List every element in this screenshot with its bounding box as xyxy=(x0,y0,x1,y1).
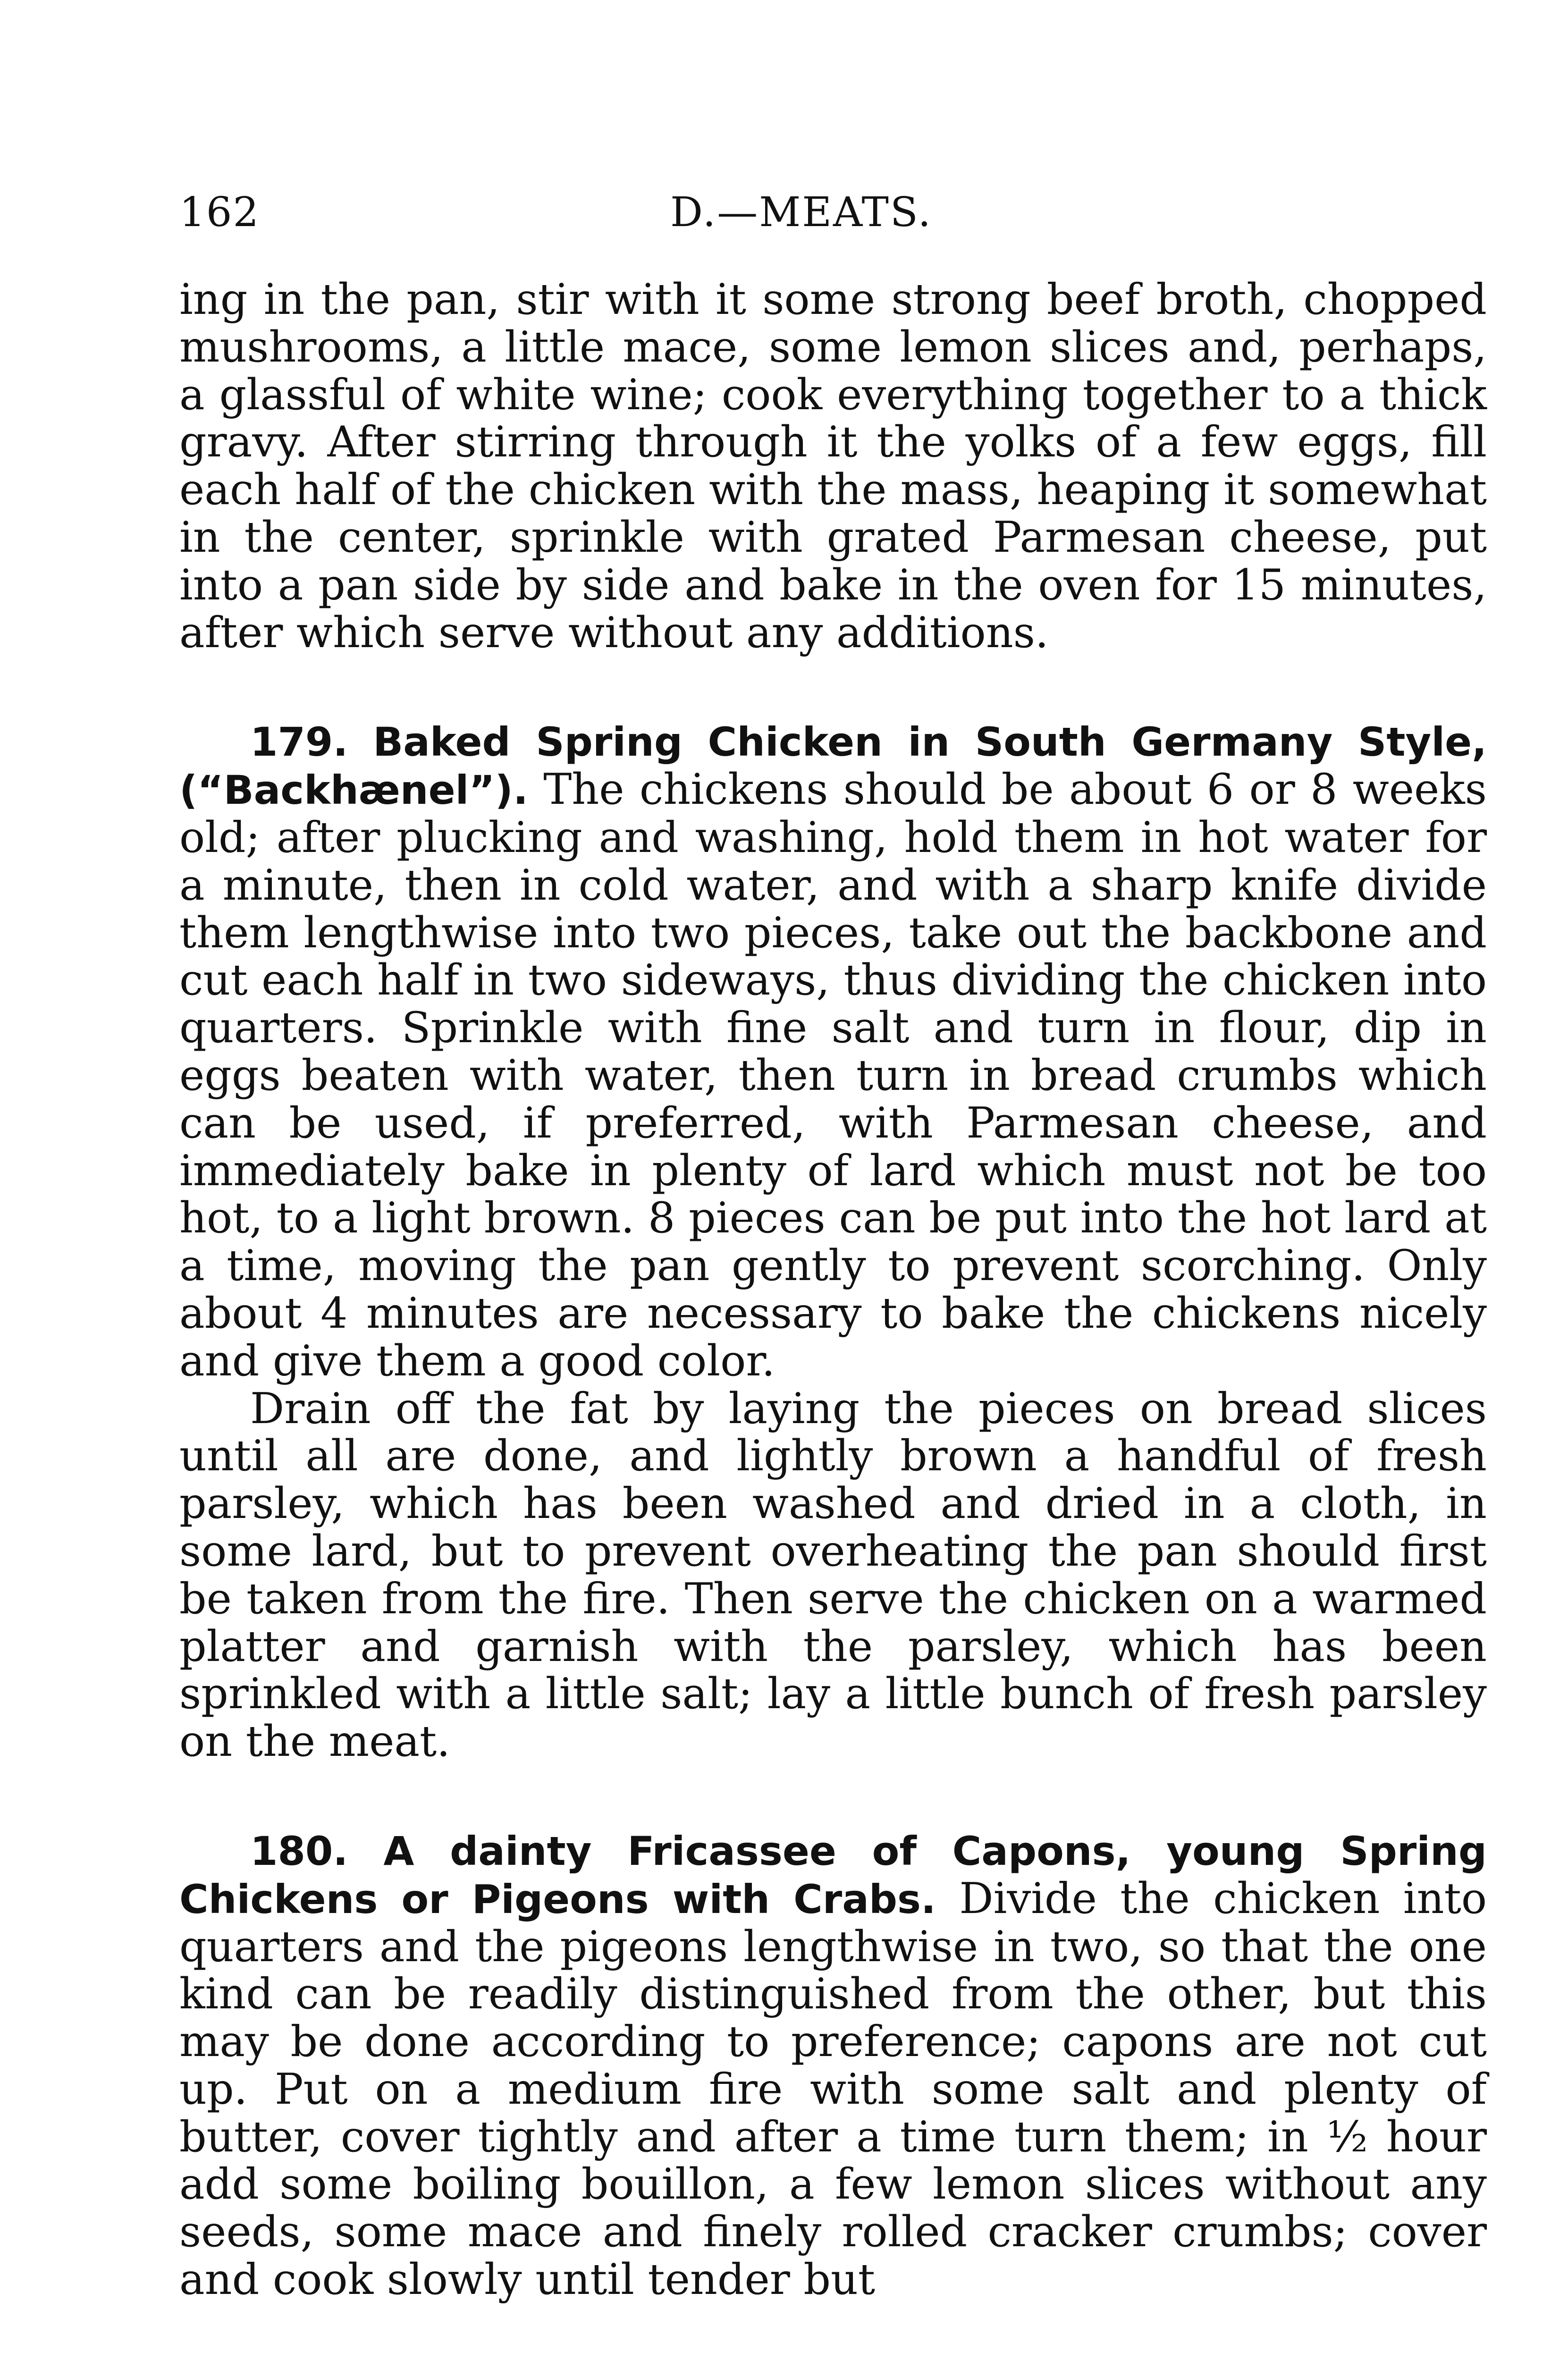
recipe-179-continuation xyxy=(179,1385,1487,1766)
recipe-180 xyxy=(179,1827,1487,2304)
paragraph-text: ing in the pan, stir with it some strong beef broth, chopped mushrooms, a little mace, some lemon slices and, perhaps, a glassful of white wine; cook everything together to a thick gravy. After stirring through it the yolks of a few eggs, fill each half of the chicken with the mass, heaping it somewhat in the center, sprinkle with grated Parmesan cheese, put into a pan side by side and bake in the oven for 15 minutes, after which serve without any additions. xyxy=(179,275,1487,657)
continued-paragraph xyxy=(179,276,1487,657)
recipe-text: The chickens should be about 6 or 8 weeks old; after plucking and washing, hold them in hot water for a minute, then in cold water, and with a sharp knife divide them lengthwise into two pieces, take out the backbone and cut each half in two sideways, thus dividing the chicken into quarters. Sprinkle with fine salt and turn in flour, dip in eggs beaten with water, then turn in bread crumbs which can be used, if preferred, with Parmesan cheese, and immediately bake in plenty of lard which must not be too hot, to a light brown. 8 pieces can be put into the hot lard at a time, moving the pan gently to prevent scorching. Only about 4 minutes are necessary to bake the chickens nicely and give them a good color. xyxy=(179,765,1487,1386)
running-head: D.—MEATS. xyxy=(670,189,933,236)
recipe-text: Divide the chicken into quarters and the pigeons lengthwise in two, so that the one kind can be readily distinguished from the other, but this may be done according to preference; capons are not cut up. Put on a medium fire with some salt and plenty of butter, cover tightly and after a time turn them; in ½ hour add some boiling bouillon, a few lemon slices without any seeds, some mace and finely rolled cracker crumbs; cover and cook slowly until tender but xyxy=(179,1873,1487,2305)
recipe-number: 179. xyxy=(250,719,348,766)
page-body xyxy=(179,276,1487,2304)
recipe-number: 180. xyxy=(250,1828,348,1874)
page-header xyxy=(179,186,1482,253)
recipe-heading: A dainty Fricassee of Capons, young Spring Chickens or Pigeons with Crabs. xyxy=(179,1828,1487,1922)
recipe-heading: Baked Spring Chicken in South Germany Style, (“Backhænel”). xyxy=(179,719,1487,814)
page-number: 162 xyxy=(179,189,260,236)
recipe-179 xyxy=(179,718,1487,1385)
paragraph-text: Drain off the fat by laying the pieces on bread slices until all are done, and lightly brown a handful of fresh parsley, which has been washed and dried in a cloth, in some lard, but to prevent overheating the pan should first be taken from the fire. Then serve the chicken on a warmed platter and garnish with the parsley, which has been sprinkled with a little salt; lay a little bunch of fresh parsley on the meat. xyxy=(179,1383,1487,1767)
